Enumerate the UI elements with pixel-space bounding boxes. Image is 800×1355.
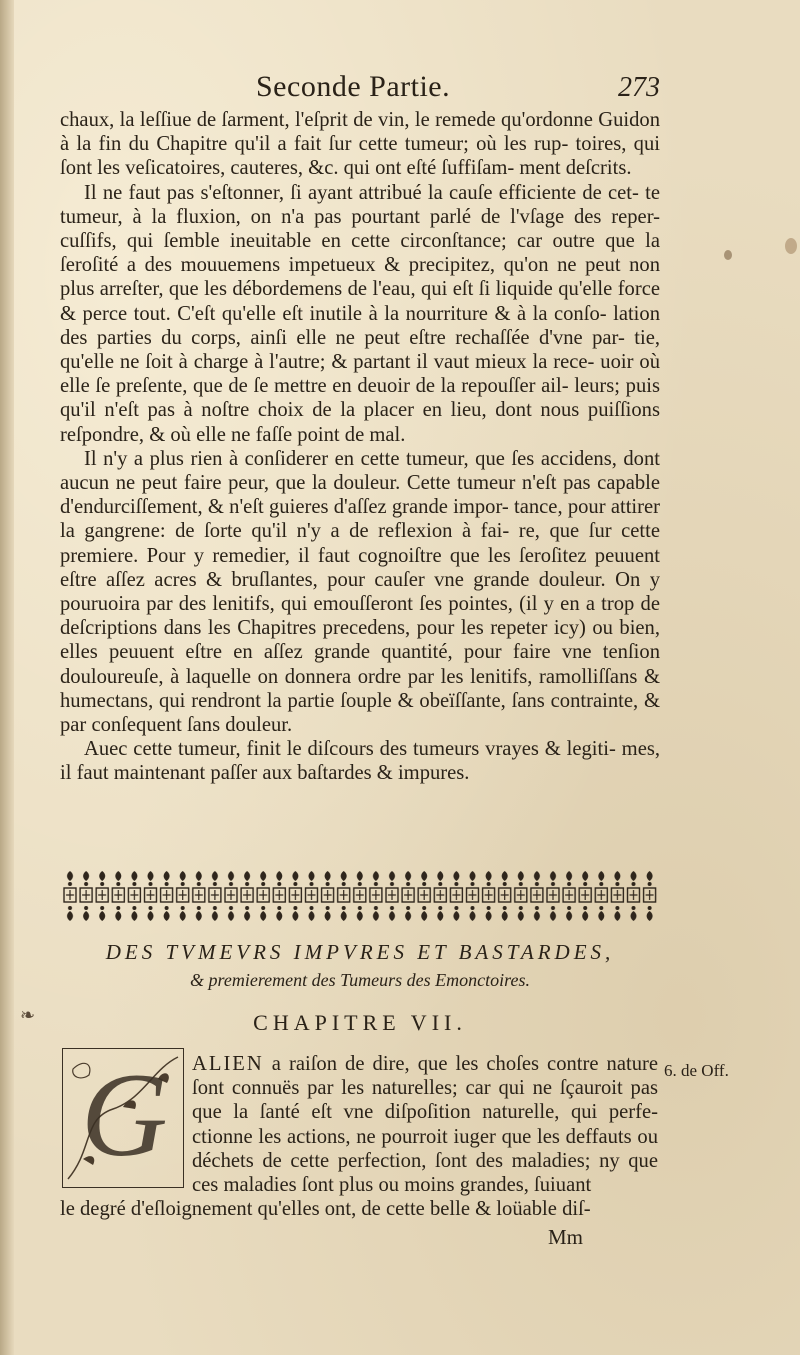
chapter-heading: CHAPITRE VII. bbox=[253, 1010, 467, 1035]
chapter-first-word: ALIEN bbox=[192, 1053, 264, 1075]
paragraph-3: Il n'y a plus rien à conſiderer en cette tumeur, que ſes accidens, dont aucun ne peut faire peur, que la douleur. Cette tumeur n'eſt pas capable d'endurciſſement, & n'eſt guieres d'aſſez grande impor- tance, pour attirer la gangrene: de ſorte qu'il n'y a de reflexion à fai- re, que ſur cette premiere. Pour y remedier, il faut cognoiſtre que les ſeroſitez peuuent eſtre aſſez acres & bruſlantes, pour cauſer vne grande douleur. On y pouruoira par des lenitifs, qui emouſſeront ſes pointes, (il y en a trop de deſcriptions dans les Chapitres precedens, pour les repeter icy) ou bien, elles peuuent eſtre en aſſez grande quantité, pour faire vne tenſion douloureuſe, à laquelle on donnera ordre par les lenitifs, ramolliſſans & humectans, qui rendront la partie ſouple & obeïſſante, ſans contrainte, & par conſequent ſans douleur. bbox=[60, 447, 660, 737]
paragraph-4: Auec cette tumeur, finit le diſcours des tumeurs vrayes & legiti- mes, il faut maintenant paſſer aux baſtardes & impures. bbox=[60, 738, 660, 785]
fleuron-icon: ❧ bbox=[20, 1005, 36, 1025]
chapter-opening bbox=[192, 1052, 658, 1197]
page-gutter-shadow bbox=[0, 0, 14, 1355]
section-subtitle: & premierement des Tumeurs des Emonctoires. bbox=[190, 970, 530, 990]
margin-note: 6. de Off. bbox=[664, 1061, 729, 1080]
paragraph-2: Il ne faut pas s'eſtonner, ſi ayant attribué la cauſe efficiente de cet- te tumeur, à la fluxion, on n'a pas pourtant parlé de l'vſage des reper- cuſſifs, qui ſemble ineuitable en cette circonſtance; car outre que la ſeroſité a des mouuemens impetueux & precipitez, qu'on ne peut non plus arreſter, que les débordemens de l'eau, qui eſt ſi liquide qu'elle force & perce tout. C'eſt qu'elle eſt inutile à la nourriture & à la conſo- lation des parties du corps, ainſi elle ne peut eſtre rechaſſée d'vne par- tie, qu'elle ne ſoit à charge à l'autre; & partant il vaut mieux la rece- uoir où elle ſe preſente, que de ſe mettre en deuoir de la repouſſer ail- leurs; puis qu'il n'eſt pas à noſtre choix de la placer en lieu, dont nous puiſſions reſpondre, & où elle ne faſſe point de mal. bbox=[60, 181, 660, 446]
running-title: Seconde Partie. bbox=[256, 70, 451, 103]
chapter-opening-text: a raiſon de dire, que les choſes contre nature ſont connuës par les naturelles; car qui ne ſçauroit pas que la ſanté eſt vne diſpoſition naturelle, qui perfe- ctionne les actions, ne pourroit iuger que les deffauts ou déchets de cette perfection, ſont des maladies; ny que ces maladies ſont plus ou moins grandes, ſuiuant bbox=[192, 1053, 658, 1197]
drop-cap-letter: G bbox=[81, 1048, 168, 1181]
page-header bbox=[60, 70, 660, 110]
floral-band-icon bbox=[62, 868, 658, 924]
ink-spot bbox=[785, 238, 797, 254]
page-number: 273 bbox=[618, 72, 660, 103]
chapter-continuation: le degré d'eſloignement qu'elles ont, de cette belle & loüable diſ- bbox=[60, 1198, 591, 1220]
section-title: DES TVMEVRS IMPVRES ET BASTARDES, bbox=[105, 940, 615, 964]
drop-cap bbox=[62, 1048, 184, 1188]
signature-mark: Mm bbox=[548, 1225, 584, 1249]
main-text bbox=[60, 108, 660, 786]
paragraph-1: chaux, la leſſiue de ſarment, l'eſprit de vin, le remede qu'ordonne Guidon à la fin du Chapitre qu'il a fait ſur cette tumeur; où les rup- toires, qui ſont les veſicatoires, cauteres, &c. qui ont eſté ſuffiſam- ment deſcrits. bbox=[60, 109, 660, 180]
ink-spot bbox=[724, 250, 732, 260]
